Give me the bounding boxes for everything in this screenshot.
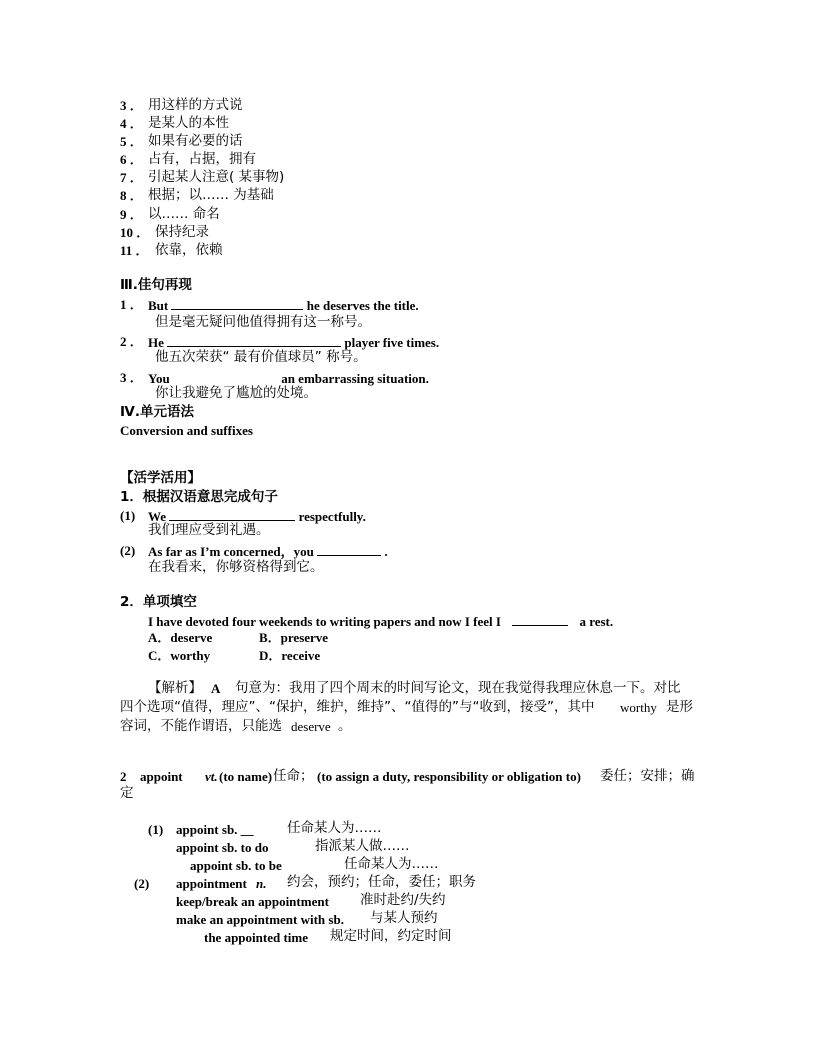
phrase-en: make an appointment with sb. [176, 912, 344, 927]
answer-blank[interactable] [317, 543, 381, 556]
phrase-cn: 指派某人做…… [315, 838, 410, 854]
sentence-start: We [148, 509, 167, 524]
sentence-translation: 但是毫无疑问他值得拥有这一称号。 [155, 314, 371, 330]
analysis-text: 。 [338, 718, 352, 734]
phrase-text: 保持纪录 [155, 224, 209, 240]
analysis-answer: A [211, 681, 221, 696]
sentence-end: . [384, 544, 388, 559]
grammar-topic: Conversion and suffixes [120, 423, 253, 438]
answer-blank[interactable] [173, 370, 278, 383]
phrase-number: 11 ． [120, 243, 149, 258]
analysis-keyword: worthy [620, 700, 657, 715]
sentence-line [148, 543, 388, 560]
sub-number: (2) [134, 876, 150, 891]
phrase-number: 8 ． [120, 188, 143, 203]
phrase-number: 3 ． [120, 98, 143, 113]
definition-cn-wrap: 定 [120, 785, 134, 801]
option-a[interactable]: A．deserve [148, 630, 213, 645]
answer-blank[interactable] [169, 508, 295, 521]
stem-end: a rest. [579, 614, 614, 629]
phrase-cn: 规定时间，约定时间 [330, 928, 452, 944]
entry-number: 2 [120, 769, 127, 784]
item-number: (1) [120, 508, 136, 523]
phrase-text: 如果有必要的话 [148, 133, 243, 149]
item-number: 3 ． [120, 370, 143, 385]
option-d[interactable]: D．receive [259, 648, 321, 663]
headword: appoint [140, 769, 183, 784]
question-title: 1．根据汉语意思完成句子 [120, 489, 278, 505]
answer-blank[interactable] [171, 297, 303, 310]
part-of-speech: vt. [205, 769, 218, 784]
sentence-end: he deserves the title. [306, 298, 419, 313]
definition-cn: 任命； [273, 768, 314, 784]
sentence-end: player five times. [344, 335, 440, 350]
analysis-text: 是形 [666, 699, 693, 715]
sentence-end: respectfully. [298, 509, 366, 524]
stem-start: I have devoted four weekends to writing papers and now I feel I [148, 614, 501, 629]
item-number: 2 ． [120, 334, 143, 349]
phrase-number: 5 ． [120, 134, 143, 149]
phrase-text: 是某人的本性 [148, 115, 229, 131]
sentence-translation: 他五次荣获“ 最有价值球员” 称号。 [155, 349, 367, 365]
practice-heading: 【活学活用】 [120, 470, 201, 486]
sentence-start: He [148, 335, 164, 350]
phrase-en: appoint sb. __ [176, 822, 254, 837]
analysis-text: 容词，不能作谓语，只能选 [120, 718, 282, 734]
phrase-text: 以…… 命名 [148, 206, 220, 222]
phrase-en: the appointed time [204, 930, 308, 945]
phrase-number: 9 ． [120, 207, 143, 222]
noun-form: appointment [176, 876, 247, 891]
phrase-text: 依靠，依赖 [155, 242, 223, 258]
option-b[interactable]: B．preserve [259, 630, 329, 645]
sentence-start: As far as I’m concerned，you [148, 544, 314, 559]
sentence-end: an embarrassing situation. [281, 371, 429, 386]
phrase-number: 10 ． [120, 225, 150, 240]
definition-cn: 委任；安排；确 [600, 768, 695, 784]
question-stem [148, 613, 613, 630]
sub-number: (1) [148, 822, 164, 837]
item-number: (2) [120, 543, 136, 558]
noun-meaning: 约会，预约；任命，委任；职务 [287, 874, 476, 890]
phrase-cn: 准时赴约/失约 [360, 892, 446, 908]
analysis-label: 【解析】 [148, 680, 202, 696]
phrase-text: 根据；以…… 为基础 [148, 187, 274, 203]
answer-blank[interactable] [512, 613, 568, 626]
analysis-keyword: deserve [291, 719, 331, 734]
phrase-text: 占有，占据，拥有 [148, 151, 256, 167]
phrase-text: 用这样的方式说 [148, 97, 243, 113]
sentence-translation: 在我看来，你够资格得到它。 [148, 559, 324, 575]
definition-en: (to name) [219, 769, 273, 784]
sentence-start: You [148, 371, 170, 386]
sentence-start: But [148, 298, 169, 313]
analysis-text: 句意为：我用了四个周末的时间写论文，现在我觉得我理应休息一下。对比 [235, 680, 681, 696]
option-c[interactable]: C．worthy [148, 648, 211, 663]
phrase-number: 4 ． [120, 116, 143, 131]
phrase-en: keep/break an appointment [176, 894, 329, 909]
sentence-translation: 我们理应受到礼遇。 [148, 522, 270, 538]
answer-blank[interactable] [167, 334, 341, 347]
phrase-number: 6 ． [120, 152, 143, 167]
item-number: 1 ． [120, 297, 143, 312]
phrase-cn: 任命某人为…… [287, 820, 382, 836]
section-heading: Ⅳ.单元语法 [120, 404, 194, 420]
analysis-text: 四个选项“值得，理应”、“保护，维护，维持”、“值得的”与“收到，接受”，其中 [120, 699, 595, 715]
phrase-number: 7 ． [120, 170, 143, 185]
part-of-speech: n. [256, 876, 267, 891]
phrase-cn: 与某人预约 [370, 910, 438, 926]
phrase-text: 引起某人注意( 某事物) [148, 169, 285, 185]
question-title: 2．单项填空 [120, 594, 197, 610]
definition-en: (to assign a duty, responsibility or obligation to) [317, 769, 581, 784]
sentence-line [148, 297, 419, 314]
sentence-translation: 你让我避免了尴尬的处境。 [155, 385, 317, 401]
phrase-cn: 任命某人为…… [344, 856, 439, 872]
phrase-en: appoint sb. to be [190, 858, 282, 873]
section-heading: Ⅲ.佳句再现 [120, 277, 192, 293]
phrase-en: appoint sb. to do [176, 840, 269, 855]
